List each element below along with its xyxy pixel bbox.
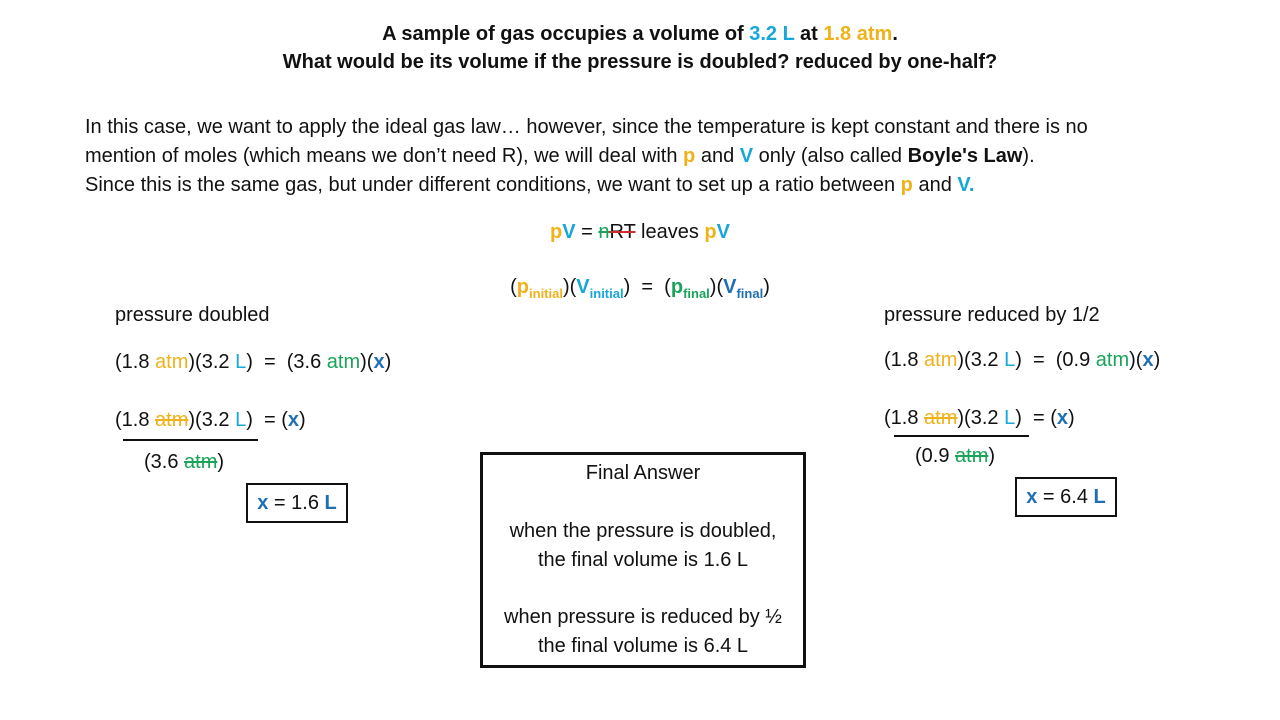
right-answer-box <box>1015 477 1117 517</box>
problem-title-line1 <box>0 23 1280 46</box>
left-equation <box>115 351 391 374</box>
txt: (1.8 <box>884 407 925 429</box>
right-equation <box>884 349 1160 372</box>
txt: )(3.2 <box>188 351 236 373</box>
txt: ) = (3.6 <box>246 351 327 373</box>
unknown-x: x <box>1142 349 1154 371</box>
right-denominator <box>915 445 995 468</box>
eq-p: p <box>550 221 563 243</box>
intro-text: mention of moles (which means we don’t need R), we will deal with <box>85 145 684 167</box>
unit-atm-cancelled: atm <box>955 445 989 467</box>
answer-x: x <box>1026 486 1038 508</box>
title-period: . <box>892 23 898 45</box>
unit-l: L <box>1004 349 1016 371</box>
txt: ) = (0.9 <box>1015 349 1096 371</box>
answer-unit: L <box>324 492 337 514</box>
eq-v: V <box>562 221 576 243</box>
left-answer-box <box>246 483 348 523</box>
ratio-sub-initial: initial <box>589 286 624 301</box>
txt: )(3.2 <box>188 409 236 431</box>
final-answer-box <box>480 452 806 668</box>
boyles-ratio: $(p_{initial})(V_{initial}) = (p_{final})(V_{final})$ <box>510 276 770 301</box>
left-denominator <box>144 451 224 474</box>
txt: ) <box>384 351 392 373</box>
txt: ) <box>1153 349 1161 371</box>
txt: )( <box>360 351 374 373</box>
ratio-sub-final: final <box>683 286 710 301</box>
eq-r-crossed: R <box>609 221 624 243</box>
txt: )(3.2 <box>957 407 1005 429</box>
final-answer-line2: the final volume is 1.6 L <box>537 549 749 571</box>
answer-value: = 6.4 <box>1037 486 1094 508</box>
initial-volume: 3.2 L <box>749 23 795 45</box>
final-answer-line4: the final volume is 6.4 L <box>537 635 749 657</box>
txt: ) = ( <box>246 409 288 431</box>
unit-l: L <box>1004 407 1016 429</box>
left-fraction-bar <box>123 439 258 441</box>
ratio-p-final: p <box>670 276 684 298</box>
right-heading: pressure reduced by 1/2 <box>884 304 1100 326</box>
txt: ) <box>988 445 996 467</box>
txt: ) <box>217 451 225 473</box>
txt: ) = ( <box>1015 407 1057 429</box>
right-numerator <box>884 407 1075 430</box>
unit-l: L <box>235 351 247 373</box>
unit-atm: atm <box>1095 349 1130 371</box>
unit-atm: atm <box>155 351 189 373</box>
intro-line2 <box>85 142 1035 171</box>
title-text: A sample of gas occupies a volume of <box>382 23 750 45</box>
txt: (3.6 <box>144 451 185 473</box>
txt: )( <box>1129 349 1143 371</box>
unit-atm: atm <box>326 351 361 373</box>
unit-l: L <box>235 409 247 431</box>
txt: ) <box>1067 407 1075 429</box>
final-answer-heading: Final Answer <box>585 462 701 484</box>
answer-x: x <box>257 492 269 514</box>
symbol-v: V <box>739 145 754 167</box>
eq-leaves: leaves <box>635 221 705 243</box>
problem-title-line2: What would be its volume if the pressure is doubled? reduced by one-half? <box>282 51 998 73</box>
eq-p: p <box>704 221 717 243</box>
symbol-p: p <box>900 174 913 196</box>
symbol-p: p <box>683 145 696 167</box>
answer-value: = 1.6 <box>268 492 325 514</box>
ratio-v-initial: V <box>576 276 590 298</box>
eq-equals: = <box>575 221 599 243</box>
intro-line1: In this case, we want to apply the ideal gas law… however, since the temperature is kept constant and there is no <box>85 116 1088 138</box>
intro-text: only (also called <box>753 145 908 167</box>
boyles-law: Boyle's Law <box>907 145 1023 167</box>
ideal-gas-equation <box>0 221 1280 244</box>
title-at: at <box>794 23 824 45</box>
right-fraction-bar <box>894 435 1029 437</box>
eq-n-crossed: n <box>598 221 610 243</box>
eq-v: V <box>716 221 730 243</box>
symbol-v: V <box>957 174 969 196</box>
txt: (1.8 <box>884 349 925 371</box>
unit-atm-cancelled: atm <box>184 451 218 473</box>
unknown-x: x <box>373 351 385 373</box>
unknown-x: x <box>287 409 299 431</box>
initial-pressure: 1.8 atm <box>823 23 893 45</box>
answer-unit: L <box>1093 486 1106 508</box>
unit-atm: atm <box>924 349 958 371</box>
intro-and: and <box>912 174 958 196</box>
ratio-p-initial: p <box>516 276 530 298</box>
intro-text: Since this is the same gas, but under different conditions, we want to set up a ratio between <box>85 174 901 196</box>
ratio-sub-final: final <box>736 286 764 301</box>
unknown-x: x <box>1056 407 1068 429</box>
ratio-equals: = <box>630 276 665 298</box>
ratio-v-final: V <box>723 276 737 298</box>
intro-and: and <box>695 145 740 167</box>
txt: (1.8 <box>115 409 156 431</box>
final-answer-line3: when pressure is reduced by ½ <box>504 606 782 628</box>
left-heading: pressure doubled <box>115 304 270 326</box>
intro-period: . <box>968 174 975 196</box>
intro-text: ). <box>1022 145 1035 167</box>
final-answer-line1: when the pressure is doubled, <box>509 520 777 542</box>
unit-atm-cancelled: atm <box>924 407 958 429</box>
unit-atm-cancelled: atm <box>155 409 189 431</box>
txt: ) <box>298 409 306 431</box>
txt: (1.8 <box>115 351 156 373</box>
ratio-sub-initial: initial <box>529 286 563 301</box>
left-numerator <box>115 409 306 432</box>
txt: )(3.2 <box>957 349 1005 371</box>
txt: (0.9 <box>915 445 956 467</box>
eq-t-crossed: T <box>623 221 636 243</box>
intro-line3 <box>85 171 974 200</box>
